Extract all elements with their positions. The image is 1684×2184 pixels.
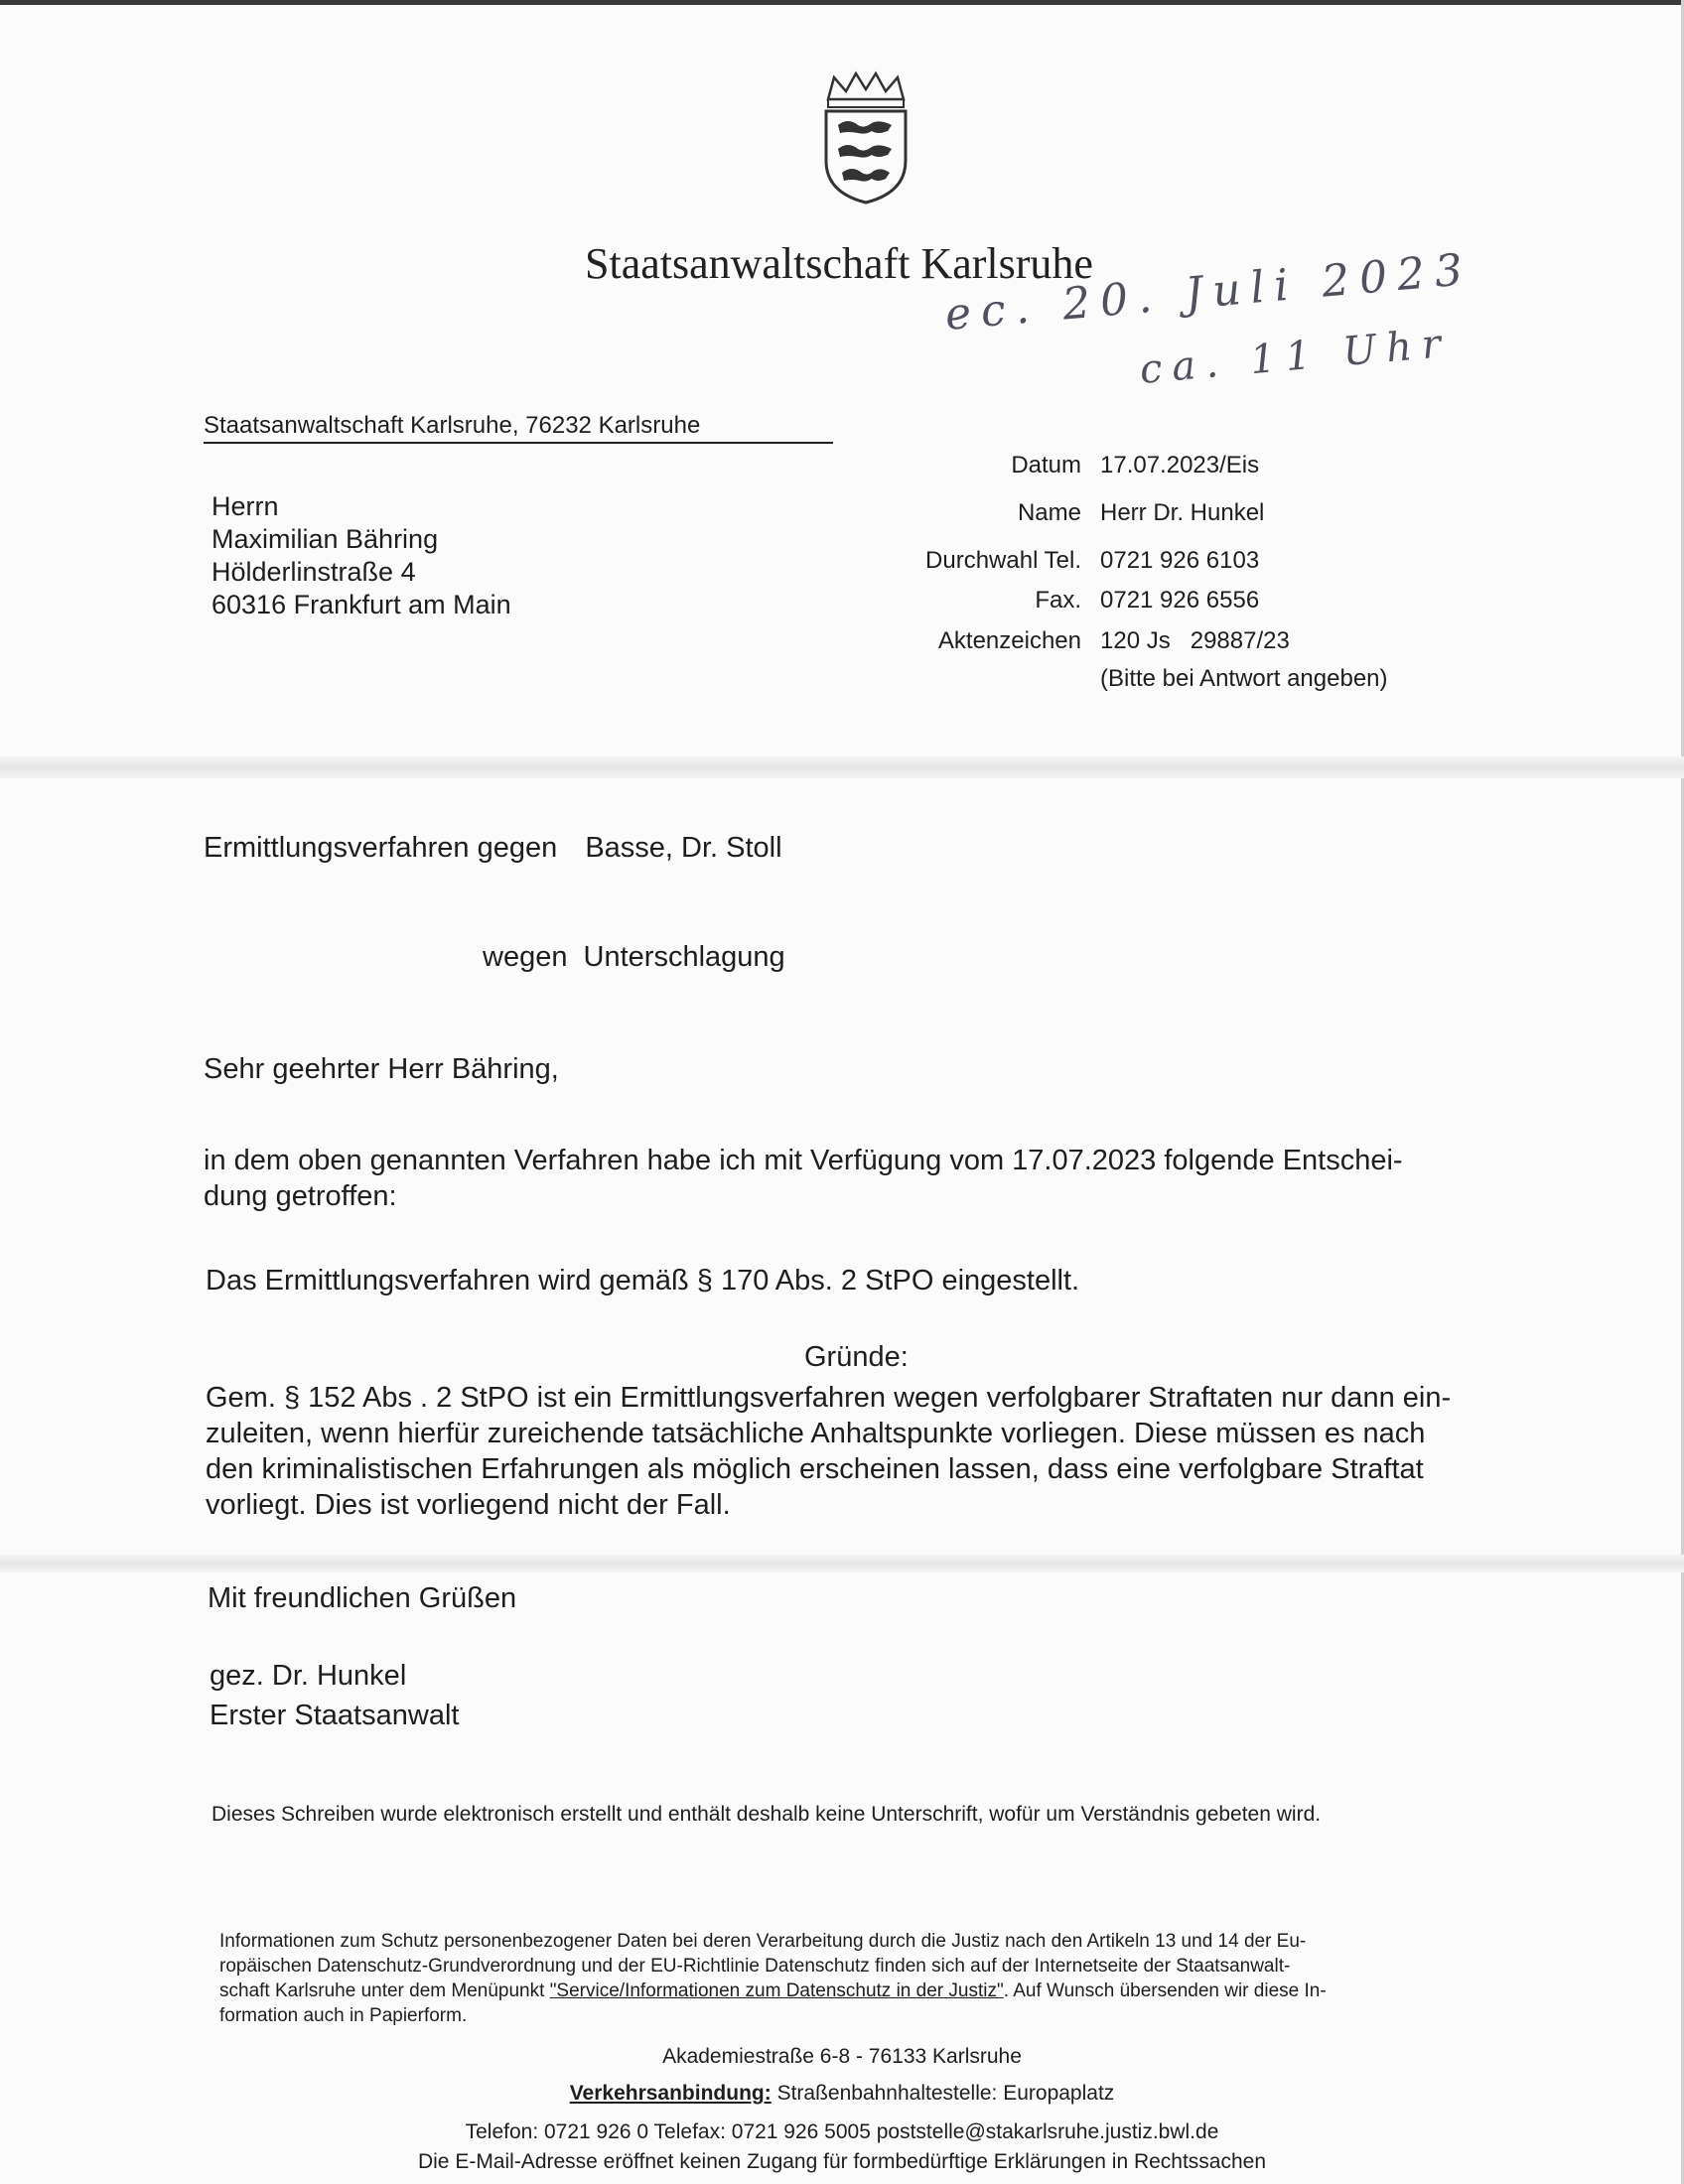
subject-offense: Unterschlagung <box>583 941 785 973</box>
paper-fold <box>0 756 1684 778</box>
sender-underline <box>204 442 833 444</box>
privacy-text: schaft Karlsruhe unter dem Menüpunkt <box>219 1980 550 2001</box>
privacy-line: Informationen zum Schutz personenbezogener Daten bei deren Verarbeitung durch die Justiz nach den Artikeln 13 und 14 der Eu- <box>219 1931 1307 1952</box>
name-label: Name <box>1017 499 1081 526</box>
handwritten-date: ec. 20. Juli 2023 <box>942 243 1474 341</box>
paper-fold <box>0 1555 1684 1572</box>
name-value: Herr Dr. Hunkel <box>1100 499 1265 526</box>
privacy-text: . Auf Wunsch übersenden wir diese In- <box>1003 1980 1327 2001</box>
recipient-address <box>211 490 511 621</box>
footer-contact: Telefon: 0721 926 0 Telefax: 0721 926 5005 poststelle@stakarlsruhe.justiz.bwl.de <box>465 2120 1219 2143</box>
date-label: Datum <box>1011 452 1081 478</box>
footer-address: Akademiestraße 6-8 - 76133 Karlsruhe <box>662 2045 1022 2068</box>
file-number-note: (Bitte bei Antwort angeben) <box>1100 665 1388 692</box>
privacy-link[interactable]: "Service/Informationen zum Datenschutz in der Justiz" <box>549 1980 1004 2001</box>
transit-label: Verkehrsanbindung: <box>569 2082 772 2105</box>
privacy-notice <box>219 1929 1327 2028</box>
recipient-name: Maximilian Bähring <box>211 524 439 554</box>
subject-wegen: wegen <box>483 941 568 973</box>
subject-accused: Basse, Dr. Stoll <box>585 832 782 864</box>
closing: Mit freundlichen Grüßen <box>208 1582 517 1614</box>
fax-label: Fax. <box>1035 587 1081 614</box>
reasons-paragraph <box>206 1380 1451 1523</box>
scan-top-edge <box>0 0 1684 5</box>
date-value: 17.07.2023/Eis <box>1100 452 1260 478</box>
phone-value: 0721 926 6103 <box>1100 547 1260 574</box>
decision-text: Das Ermittlungsverfahren wird gemäß § 170 Abs. 2 StPO eingestellt. <box>206 1265 1080 1297</box>
privacy-line <box>219 1979 1327 2003</box>
footer-transit <box>0 2082 1684 2106</box>
footer-email-note: Die E-Mail-Adresse eröffnet keinen Zugang für formbedürftige Erklärungen in Rechtssachen <box>417 2150 1267 2173</box>
signature-title: Erster Staatsanwalt <box>210 1700 460 1731</box>
file-number-value: 120 Js 29887/23 <box>1100 627 1290 654</box>
reasons-line: zuleiten, wenn hierfür zureichende tatsächliche Anhaltspunkte vorliegen. Diese müssen es nach <box>206 1418 1426 1449</box>
intro-line: in dem oben genannten Verfahren habe ich mit Verfügung vom 17.07.2023 folgende Entschei- <box>204 1145 1403 1176</box>
fax-value: 0721 926 6556 <box>1100 587 1260 614</box>
sender-address-line: Staatsanwaltschaft Karlsruhe, 76232 Karlsruhe <box>204 412 701 439</box>
greeting: Sehr geehrter Herr Bähring, <box>204 1053 559 1085</box>
file-number-label: Aktenzeichen <box>937 627 1081 654</box>
intro-line: dung getroffen: <box>204 1180 397 1212</box>
intro-paragraph <box>204 1143 1403 1214</box>
phone-label: Durchwahl Tel. <box>925 547 1081 574</box>
subject-prefix: Ermittlungsverfahren gegen <box>204 832 558 864</box>
handwritten-time: ca. 11 Uhr <box>1137 320 1453 393</box>
electronic-notice: Dieses Schreiben wurde elektronisch erstellt und enthält deshalb keine Unterschrift, wofür um Verständnis gebeten wird. <box>211 1803 1322 1826</box>
recipient-street: Hölderlinstraße 4 <box>211 557 416 587</box>
privacy-line: formation auch in Papierform. <box>219 2005 468 2026</box>
signature-name: gez. Dr. Hunkel <box>210 1660 407 1692</box>
reasons-line: vorliegt. Dies ist vorliegend nicht der Fall. <box>206 1489 731 1521</box>
authority-title: Staatsanwaltschaft Karlsruhe <box>585 239 1093 288</box>
reasons-line: Gem. § 152 Abs . 2 StPO ist ein Ermittlungsverfahren wegen verfolgbarer Straftaten nur dann ein- <box>206 1382 1452 1414</box>
subject-line-1 <box>204 830 782 866</box>
privacy-line: ropäischen Datenschutz-Grundverordnung und der EU-Richtlinie Datenschutz finden sich auf der Internetseite der Staatsanwalt- <box>219 1956 1291 1977</box>
subject-line-2 <box>483 939 785 975</box>
coat-of-arms-icon <box>820 69 912 205</box>
recipient-salutation: Herrn <box>211 491 279 521</box>
recipient-city: 60316 Frankfurt am Main <box>211 590 511 619</box>
reasons-line: den kriminalistischen Erfahrungen als möglich erscheinen lassen, dass eine verfolgbare Straftat <box>206 1453 1424 1485</box>
transit-value: Straßenbahnhaltestelle: Europaplatz <box>771 2082 1115 2105</box>
reasons-heading: Gründe: <box>804 1341 909 1373</box>
